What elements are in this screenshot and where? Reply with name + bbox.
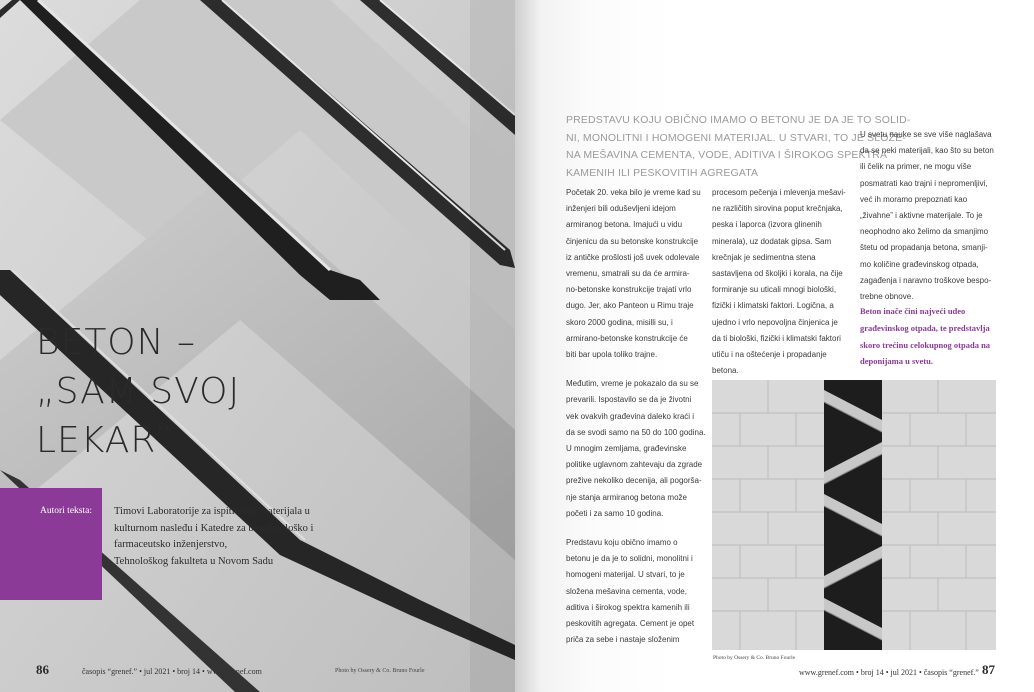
- text-line: betonu je da je to solidni, monolitni i: [566, 554, 693, 564]
- text-line: fizički i klimatski faktori. Logična, a: [712, 301, 834, 311]
- staircase-photo: [712, 380, 996, 650]
- text-line: sastavljena od školjki i korala, na čije: [712, 269, 843, 279]
- text-line: ujedno i vrlo nepovoljna činjenica je: [712, 317, 838, 327]
- text-line: no-betonske konstrukcije trajati vrlo: [566, 285, 692, 295]
- title-line: LEKAR”: [36, 420, 174, 461]
- footer-right: www.grenef.com • broj 14 • jul 2021 • časopis “grenef.”: [799, 668, 979, 677]
- page-number-left: 86: [36, 662, 49, 677]
- text-line: početi i za samo 10 godina.: [566, 508, 664, 518]
- photo-credit-left: Photo by Ossery & Co. Bruno Fourle: [335, 668, 425, 674]
- text-line: U mnogim zemljama, građevinske: [566, 444, 687, 454]
- text-line: biti bar upola toliko trajne.: [566, 350, 658, 360]
- right-page: [515, 0, 1034, 692]
- pull-quote-line: skoro trećinu celokupnog otpada na: [860, 339, 991, 350]
- text-line: krečnjak je sedimentna stena: [712, 252, 816, 262]
- left-page: [0, 0, 515, 692]
- body-column-3: [860, 127, 1010, 305]
- text-line: utiču i na oštećenje i propadanje: [712, 350, 827, 360]
- text-line: Međutim, vreme je pokazalo da su se: [566, 379, 699, 389]
- text-line: Predstavu koju obično imamo o: [566, 538, 678, 548]
- author-line: Tehnološkog fakulteta u Novom Sadu: [114, 555, 274, 567]
- text-line: da ti biološki, fizički i klimatski faktori: [712, 333, 841, 343]
- text-line: Početak 20. veka bilo je vreme kad su: [566, 188, 701, 197]
- author-line: Timovi Laboratorije za ispitivanje materijala u: [114, 506, 310, 517]
- pull-quote-line: Beton inače čini najveći udeo: [860, 306, 966, 316]
- author-names: [114, 504, 324, 570]
- footer-left: časopis “grenef.” • jul 2021 • broj 14 • www.grenef.com: [82, 667, 262, 676]
- text-line: peskovitih agregata. Cement je opet: [566, 619, 695, 629]
- text-line: dugo. Jer, ako Panteon u Rimu traje: [566, 301, 694, 311]
- text-line: prežive nekoliko decenija, ali pogorša-: [566, 476, 702, 486]
- title-line: BETON –: [36, 322, 197, 363]
- text-line: „živahne” i aktivne materijale. To je: [860, 211, 983, 221]
- text-line: vek ovakvih građevina daleko kraći i: [566, 411, 695, 421]
- lead-line: KAMENIH ILI PESKOVITIH AGREGATA: [566, 166, 759, 179]
- photo-credit-right: Photo by Ossery & Co. Bruno Fourle: [713, 655, 796, 661]
- text-line: politike uglavnom zahtevaju da zgrade: [566, 460, 703, 470]
- text-line: zagađenja i naravno troškove bespo-: [860, 275, 992, 285]
- text-line: mo količine građevinskog otpada,: [860, 259, 979, 269]
- text-line: priča za sebe i nastaje složenim: [566, 635, 680, 645]
- text-line: formiranje su uticali mnogi biološki,: [712, 285, 837, 295]
- author-line: kulturnom nasleđu i Katedre za biotehnološko i: [114, 522, 314, 534]
- text-line: štetu od propadanja betona, smanji-: [860, 243, 988, 253]
- body-column-2: [712, 185, 852, 379]
- body-column-1: [566, 185, 706, 648]
- text-line: složena mešavina cementa, vode,: [566, 586, 687, 596]
- text-line: činjenicu da su betonske konstrukcije: [566, 236, 699, 246]
- text-line: betona.: [712, 366, 739, 376]
- lead-line: PREDSTAVU KOJU OBIČNO IMAMO O BETONU JE DA JE TO SOLID-: [566, 114, 911, 126]
- pull-quote: [860, 303, 1010, 370]
- text-line: inženjeri bili oduševljeni idejom: [566, 204, 676, 214]
- lead-paragraph: [566, 112, 911, 182]
- page-number-right: 87: [982, 662, 995, 677]
- text-line: nje stanja armiranog betona može: [566, 492, 687, 502]
- text-line: ili čelik na primer, ne mogu više: [860, 162, 972, 172]
- author-label: Autori teksta:: [40, 506, 92, 516]
- text-line: minerala), uz dodatak gipsa. Sam: [712, 236, 832, 246]
- text-line: vremenu, smatrali su da će armira-: [566, 269, 690, 279]
- text-line: ne različitih sirovina poput krečnjaka,: [712, 204, 843, 214]
- text-line: homogeni materijal. U stvari, to je: [566, 570, 685, 580]
- text-line: peska i laporca (izvora glinenih: [712, 220, 822, 230]
- text-line: U svetu nauke se sve više naglašava: [860, 130, 992, 139]
- text-line: iz antičke prošlosti još uvek odolevale: [566, 252, 700, 262]
- text-line: već ih moramo prepoznati kao: [860, 194, 968, 204]
- title-line: „SAM SVOJ: [36, 371, 241, 412]
- text-line: neophodno ako želimo da smanjimo: [860, 227, 989, 237]
- author-label-box: [0, 488, 102, 600]
- author-line: farmaceutsko inženjerstvo,: [114, 539, 228, 550]
- pull-quote-line: deponijama u svetu.: [860, 356, 933, 367]
- text-line: da se neki materijali, kao što su beton: [860, 146, 994, 156]
- text-line: trebne obnove.: [860, 292, 914, 302]
- text-line: armiranog betona. Imajući u vidu: [566, 220, 683, 230]
- text-line: procesom pečenja i mlevenja mešavi-: [712, 188, 846, 197]
- text-line: aditiva i širokog spektra kamenih ili: [566, 602, 690, 612]
- text-line: posmatrati kao trajni i nepromenljivi,: [860, 178, 988, 188]
- text-line: prevarili. Ispostavilo se da je životni: [566, 395, 692, 405]
- lead-line: NA MEŠAVINA CEMENTA, VODE, ADITIVA I ŠIROKOG SPEKTRA: [566, 149, 888, 161]
- text-line: armirano-betonske konstrukcije će: [566, 333, 688, 343]
- pull-quote-line: građevinskog otpada, te predstavlja: [860, 322, 990, 333]
- lead-line: NI, MONOLITNI I HOMOGENI MATERIJAL. U STVARI, TO JE SLOŽE-: [566, 131, 906, 144]
- text-line: da se svodi samo na 50 do 100 godina.: [566, 427, 706, 437]
- text-line: skoro 2000 godina, misilli su, i: [566, 317, 673, 327]
- article-title: [36, 318, 240, 465]
